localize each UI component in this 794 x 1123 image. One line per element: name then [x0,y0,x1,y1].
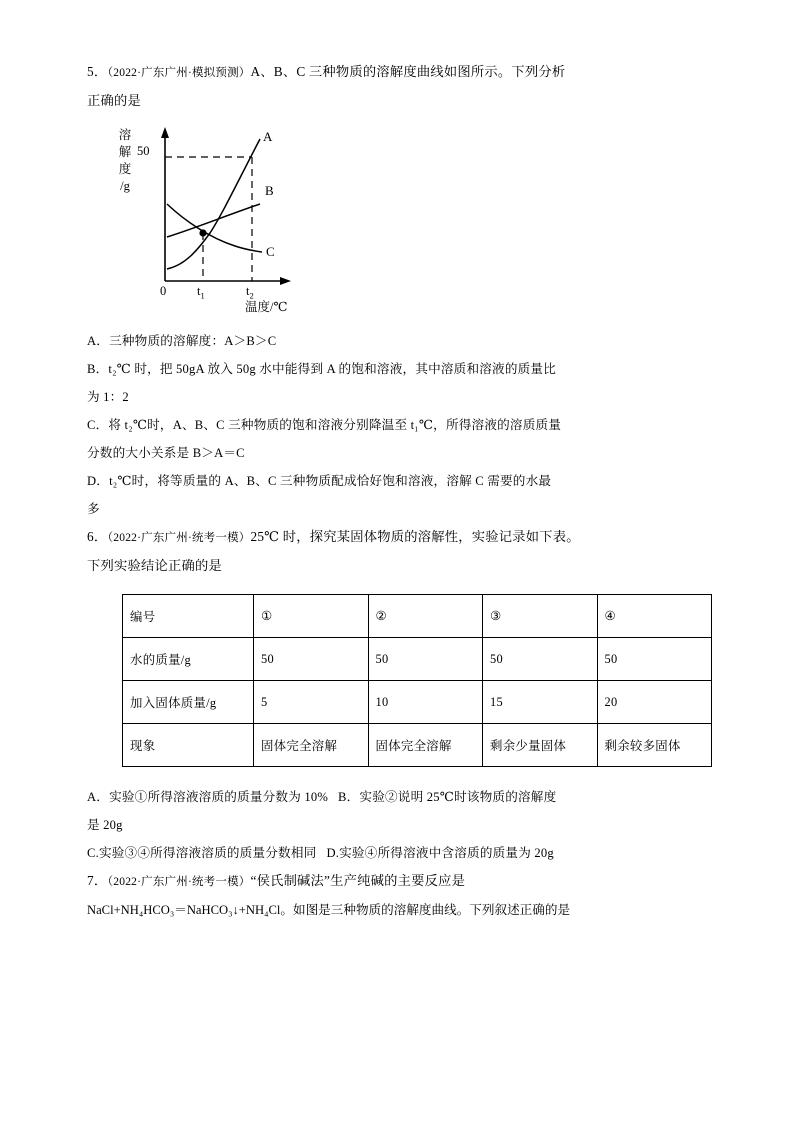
chart-label-curve-b: B [265,183,274,198]
question-5-source: （2022·广东广州·模拟预测） [107,67,251,79]
question-6-option-c: C.实验③④所得溶液溶质的质量分数相同 [87,846,317,860]
question-5-number: 5． [87,64,108,79]
table-cell: 50 [483,638,598,681]
question-6-option-a: A．实验①所得溶液溶质的质量分数为 10% [87,790,329,804]
question-6-option-cd-line [87,839,695,867]
question-6-stem-text: 25℃ 时，探究某固体物质的溶解性，实验记录如下表。 [250,529,580,544]
chart-label-curve-c: C [266,244,275,259]
question-6-option-d: D.实验④所得溶液中含溶质的质量为 20g [326,846,554,860]
chart-x-tick-t1-text: t [197,284,201,298]
chart-x-tick-t2-text: t [246,284,250,298]
table-cell: ② [368,595,483,638]
question-7-stem-text: “侯氏制碱法”生产纯碱的主要反应是 [250,873,466,888]
spacer-after-table [87,767,695,783]
chart-intersection-point [199,229,206,236]
chart-x-axis-arrow [280,277,291,285]
table-row-label: 现象 [123,724,254,767]
chart-x-axis-label: 温度/℃ [245,300,288,314]
question-5-option-d-line2: 多 [87,502,100,516]
question-7-stem-line1 [87,867,695,896]
question-5-option-d-line1: D．t₂℃时，将等质量的 A、B、C 三种物质配成恰好饱和溶液，溶解 C 需要的水最 [87,474,552,488]
table-cell: 固体完全溶解 [368,724,483,767]
table-cell: 15 [483,681,598,724]
table-cell: 50 [597,638,712,681]
question-6-stem-line1 [87,523,695,552]
question-5-option-c-line2: 分数的大小关系是 B＞A＝C [87,446,245,460]
page-content [87,58,695,924]
question-5-stem-text2: 正确的是 [87,93,141,108]
question-6-number: 6． [87,529,108,544]
question-6-stem-line2 [87,552,695,580]
table-row [123,681,712,724]
question-5-stem-text: A、B、C 三种物质的溶解度曲线如图所示。下列分析 [250,64,566,79]
table-row [123,638,712,681]
table-cell: 50 [254,638,369,681]
table-cell: 10 [368,681,483,724]
table-cell: 50 [368,638,483,681]
table-cell: ④ [597,595,712,638]
chart-curve-c [167,204,262,252]
chart-curve-b [167,204,260,237]
question-6-option-b-line2: 是 20g [87,818,123,832]
y-axis-label-char-0: 溶 [118,128,132,142]
chart-y-axis-arrow [161,127,169,138]
table-row-label: 加入固体质量/g [123,681,254,724]
chemical-equation: NaCl+NH₄HCO₃＝NaHCO₃↓+NH₄Cl [87,903,281,917]
experiment-record-table [122,594,712,767]
table-cell: 固体完全溶解 [254,724,369,767]
solubility-curve-chart [115,121,415,321]
chart-label-curve-a: A [263,129,273,144]
y-axis-label-char-3: /g [120,179,130,193]
question-6-option-b: B．实验②说明 25℃时该物质的溶解度 [338,790,557,804]
y-axis-label-char-2: 度 [118,162,132,176]
table-cell: ③ [483,595,598,638]
table-row-label: 编号 [123,595,254,638]
question-6-option-ab-line1 [87,783,695,811]
question-7-number: 7． [87,873,108,888]
question-5-stem-line1 [87,58,695,87]
question-6-stem-text2: 下列实验结论正确的是 [87,558,222,573]
question-5-option-a: A．三种物质的溶解度：A＞B＞C [87,334,277,348]
chart-x-tick-t1 [197,284,205,299]
chart-x-tick-t2-subscript: 2 [249,290,254,301]
table-cell: 5 [254,681,369,724]
question-7-equation-tail: 。如图是三种物质的溶解度曲线。下列叙述正确的是 [280,903,571,917]
table-row [123,595,712,638]
question-7-source: （2022·广东广州·统考一模） [107,876,251,888]
y-axis-label-char-1: 解 [118,145,132,159]
table-cell: 剩余较多固体 [597,724,712,767]
table-row-label: 水的质量/g [123,638,254,681]
question-5-option-b-line1: B．t₂℃ 时，把 50gA 放入 50g 水中能得到 A 的饱和溶液，其中溶质和溶液的质量比 [87,362,557,376]
question-5-option-c-line1: C．将 t₂℃时，A、B、C 三种物质的饱和溶液分别降温至 t₁℃，所得溶液的溶质质量 [87,418,562,432]
chart-x-tick-t1-subscript: 1 [200,290,205,301]
question-7-equation-line [87,896,695,924]
table-cell: ① [254,595,369,638]
table-cell: 剩余少量固体 [483,724,598,767]
chart-x-tick-0: 0 [160,284,167,298]
question-5-option-b-line2: 为 1：2 [87,390,129,404]
question-6-source: （2022·广东广州·统考一模） [107,532,251,544]
question-5-stem-line2 [87,87,695,115]
chart-y-tick-50: 50 [137,144,150,158]
table-row [123,724,712,767]
table-cell: 20 [597,681,712,724]
